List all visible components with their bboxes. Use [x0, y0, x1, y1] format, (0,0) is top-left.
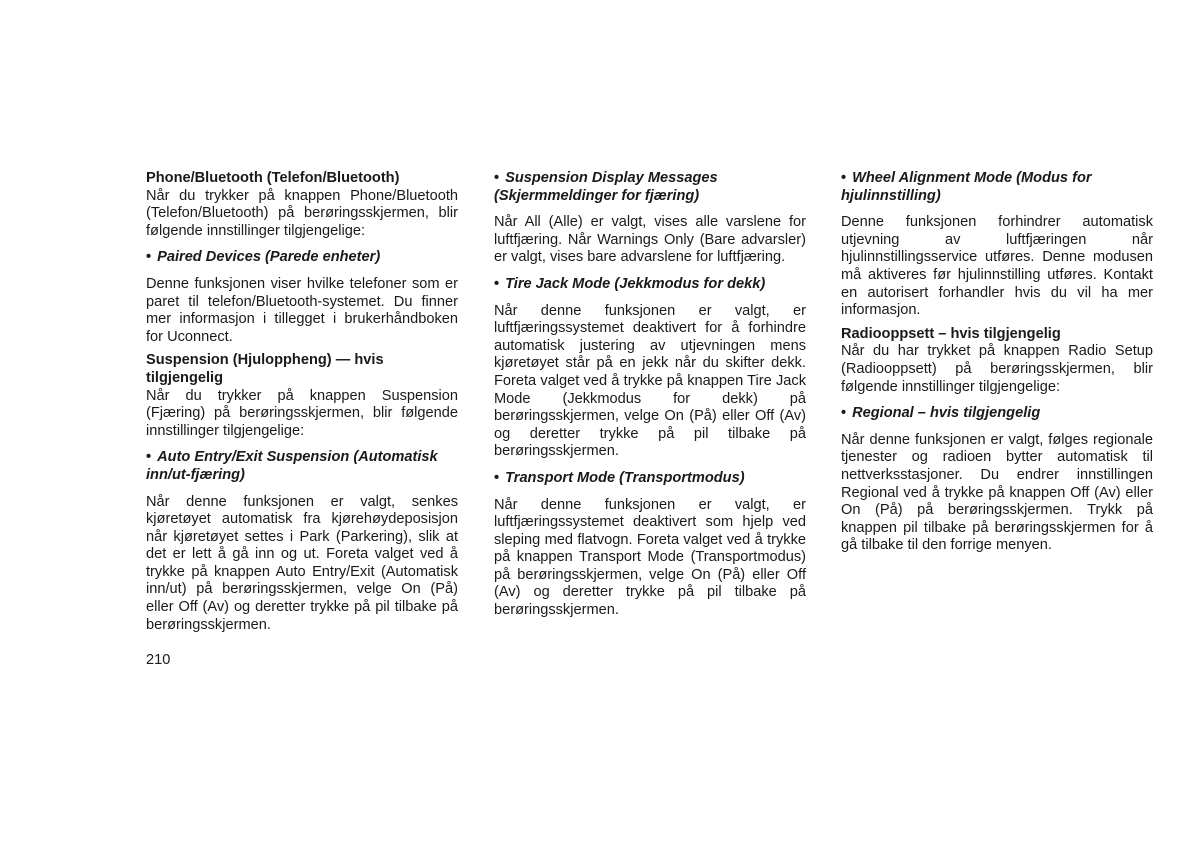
- bullet-marker: •: [494, 170, 500, 186]
- bullet-auto-entry-exit-label: Auto Entry/Exit Suspension (Automatisk inn/ut-fjæring): [146, 449, 438, 483]
- paragraph-regional: Når denne funksjonen er valgt, følges regionale tjenester og radioen bytter automatisk til nettverksstasjoner. Du endrer innstillingen Regional ved å trykke på knappen Off (Av) eller On (På) på berøringsskjermen. Trykk på knappen pil tilbake på berøringsskjermen for å gå tilbake til den forrige menyen.: [841, 431, 1153, 554]
- bullet-marker: •: [841, 170, 847, 186]
- section-heading-suspension: Suspension (Hjuloppheng) — hvis tilgjengelig: [146, 352, 384, 386]
- bullet-transport-mode-label: Transport Mode (Transportmodus): [505, 469, 745, 486]
- bullet-marker: •: [841, 405, 847, 422]
- column-right: [841, 170, 1153, 555]
- bullet-marker: •: [146, 249, 152, 266]
- column-left: [146, 170, 458, 634]
- bullet-tire-jack-mode-label: Tire Jack Mode (Jekkmodus for dekk): [505, 275, 766, 292]
- paragraph-phone-bluetooth: Når du trykker på knappen Phone/Bluetooth (Telefon/Bluetooth) på berøringsskjermen, blir følgende innstillinger tilgjengelige:: [146, 187, 458, 239]
- bullet-auto-entry-exit: [146, 449, 458, 484]
- bullet-marker: •: [146, 449, 152, 466]
- paragraph-auto-entry-exit: Når denne funksjonen er valgt, senkes kjøretøyet automatisk fra kjørehøydeposisjon når kjøretøyet settes i Park (Parkering), slik at det er lett å gå inn og ut. Foreta valget ved å trykke på knappen Auto Entry/Exit (Automatisk inn/ut) på berøringsskjermen, velge On (På) eller Off (Av) og deretter trykke på pil tilbake på berøringsskjermen.: [146, 493, 458, 633]
- section-heading-phone-bluetooth: Phone/Bluetooth (Telefon/Bluetooth): [146, 170, 400, 186]
- paragraph-paired-devices: Denne funksjonen viser hvilke telefoner som er paret til telefon/Bluetooth-systemet. Du finner mer informasjon i tillegget i brukerhåndboken for Uconnect.: [146, 275, 458, 345]
- bullet-regional: [841, 405, 1153, 423]
- bullet-marker: •: [494, 469, 500, 486]
- bullet-tire-jack-mode: [494, 276, 806, 294]
- paragraph-tire-jack-mode: Når denne funksjonen er valgt, er luftfjæringssystemet deaktivert for å forhindre automatisk justering av utjevningen mens kjøretøyet står på en jekk når du skifter dekk. Foreta valget ved å trykke på knappen Tire Jack Mode (Jekkmodus for dekk) på berøringsskjermen, velge On (På) eller Off (Av) og deretter trykke på pil tilbake på berøringsskjermen.: [494, 302, 806, 460]
- bullet-marker: •: [494, 275, 500, 292]
- bullet-transport-mode: [494, 470, 806, 488]
- bullet-paired-devices: [146, 249, 458, 267]
- bullet-regional-label: Regional – hvis tilgjengelig: [852, 405, 1041, 422]
- column-middle: [494, 170, 806, 620]
- paragraph-suspension: Når du trykker på knappen Suspension (Fjæring) på berøringsskjermen, blir følgende innstillinger tilgjengelige:: [146, 387, 458, 439]
- paragraph-radio-setup: Når du har trykket på knappen Radio Setup (Radiooppsett) på berøringsskjermen, blir følgende innstillinger tilgjengelige:: [841, 343, 1153, 395]
- paragraph-suspension-display-messages: Når All (Alle) er valgt, vises alle varslene for luftfjæring. Når Warnings Only (Bare advarsler) er valgt, vises bare advarslene for luftfjæring.: [494, 214, 806, 266]
- bullet-wheel-alignment-mode: [841, 170, 1153, 205]
- paragraph-transport-mode: Når denne funksjonen er valgt, er luftfjæringssystemet deaktivert som hjelp ved sleping med flatvogn. Foreta valget ved å trykke på knappen Transport Mode (Transportmodus) på berøringsskjermen, velge On (På) eller Off (Av) og deretter trykke på pil tilbake på berøringsskjermen.: [494, 496, 806, 619]
- paragraph-wheel-alignment-mode: Denne funksjonen forhindrer automatisk utjevning av luftfjæringen når hjulinnstillingsservice utføres. Denne modusen må aktiveres før hjulinnstilling utføres. Kontakt en autorisert forhandler hvis du vil ha mer informasjon.: [841, 214, 1153, 319]
- bullet-paired-devices-label: Paired Devices (Parede enheter): [157, 249, 381, 266]
- bullet-suspension-display-messages: [494, 170, 806, 205]
- bullet-suspension-display-messages-label: Suspension Display Messages (Skjermmeldinger for fjæring): [494, 170, 718, 204]
- bullet-wheel-alignment-mode-label: Wheel Alignment Mode (Modus for hjulinnstilling): [841, 170, 1092, 204]
- section-heading-radio-setup: Radiooppsett – hvis tilgjengelig: [841, 325, 1061, 342]
- page-number: 210: [146, 652, 171, 668]
